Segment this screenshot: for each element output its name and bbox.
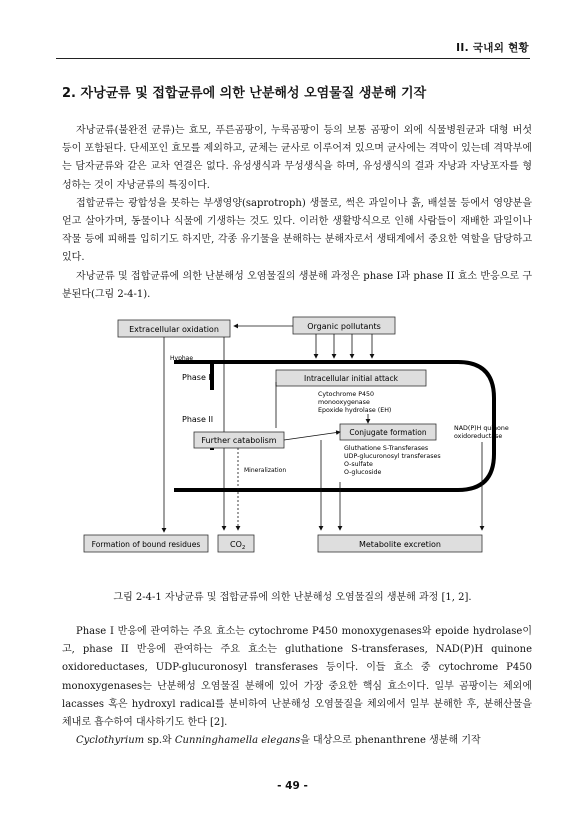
running-header: II. 국내외 현황	[456, 42, 529, 54]
label-glutathione-transferases: Gluthatione S-Transferases	[344, 445, 429, 452]
label-conjugate-formation: Conjugate formation	[349, 428, 427, 437]
species-cunninghamella: Cunninghamella elegans	[174, 735, 301, 747]
label-hyphae: Hyphae	[170, 355, 194, 362]
label-epoxide-hydrolase: Epoxide hydrolase (EH)	[318, 407, 392, 414]
label-cytochrome-p450: Cytochrome P450	[318, 391, 375, 398]
body-paragraphs-top	[62, 122, 532, 304]
body-paragraphs-bottom	[62, 623, 532, 750]
label-nadph-line1: NAD(P)H quinone	[454, 425, 509, 432]
paragraph-ascomycetes: 자낭균류(불완전 균류)는 효모, 푸른곰팡이, 누룩곰팡이 등의 보통 곰팡이 외에 식물병원균과 대형 버섯 등이 포함된다. 단세포인 효모를 제외하고, 균체는 균사로 이루어져 있으며 균사에는 격막이 있는데 격막부에는 담자균류와 같은 교차 연결은 없다. 유성생식과 무성생식을 하며, 유성생식의 결과 자낭과 자낭포자를 형성하는 것이 자낭균류의 특징이다.	[62, 125, 532, 191]
label-co2-subscript: 2	[241, 545, 246, 551]
label-organic-pollutants: Organic pollutants	[307, 322, 381, 331]
label-udp-transferases: UDP-glucuronosyl transferases	[344, 453, 441, 460]
label-metabolite-excretion: Metabolite excretion	[358, 540, 442, 549]
paragraph-phenanthrene	[62, 732, 532, 750]
label-phase-2: Phase II	[182, 415, 214, 424]
text-phenanthrene: 을 대상으로 phenanthrene 생분해 기작	[300, 735, 481, 747]
label-extracellular-oxidation: Extracellular oxidation	[129, 325, 219, 334]
paragraph-zygomycetes: 접합균류는 광합성을 못하는 부생영양(saprotroph) 생물로, 썩은 과일이나 흙, 배설물 등에서 영양분을 얻고 살아가며, 동물이나 식물에 기생하는 것도 있다. 이러한 생활방식으로 인해 사람들이 재배한 과일이나 작물 등에 피해를 입히기도 하지만, 각종 유기물을 분해하는 분해자로서 생태계에서 중요한 역할을 담당하고 있다.	[62, 197, 532, 264]
text-sp-and: sp.와	[144, 735, 175, 747]
figure-biodegradation-diagram	[78, 312, 509, 562]
label-phase-1: Phase I	[182, 373, 211, 382]
label-o-glucoside: O-glucoside	[344, 469, 382, 476]
header-rule	[56, 58, 530, 59]
label-nadph-line2: oxidoreductase	[454, 433, 503, 440]
paragraph-phase-enzymes: Phase I 반응에 관여하는 주요 효소는 cytochrome P450 monoxygenases와 epoide hydrolase이고, phase II 반응에 관여하는 주요 효소는 gluthatione S-transferases, NAD(P)H quinone oxidoreductases, UDP-glucuronosyl transferases 등이다. 이들 효소 중 cytochrome P450 monoxygenases는 난분해성 오염물질 분해에 있어 가장 중요한 핵심 효소이다. 일부 곰팡이는 체외에 lacasses 혹은 hydroxyl radical를 분비하여 난분해성 오염물질을 체외에서 일부 분해한 후, 분해산물을 체내로 흡수하여 대사하기도 한다 [2].	[62, 626, 532, 729]
figure-caption: 그림 2-4-1 자낭균류 및 접합균류에 의한 난분해성 오염물질의 생분해 과정 [1, 2].	[113, 592, 472, 603]
species-cyclothyrium: Cyclothyrium	[76, 735, 145, 747]
label-intracellular-initial-attack: Intracellular initial attack	[304, 374, 398, 383]
section-title: 2. 자낭균류 및 접합균류에 의한 난분해성 오염물질 생분해 기작	[62, 86, 427, 101]
label-further-catabolism: Further catabolism	[201, 436, 277, 445]
label-monooxygenase: monooxygenase	[318, 399, 370, 406]
label-mineralization: Mineralization	[244, 467, 287, 474]
page-number: - 49 -	[277, 780, 308, 792]
label-co2: CO	[230, 540, 242, 549]
paragraph-biodegradation-intro: 자낭균류 및 접합균류에 의한 난분해성 오염물질의 생분해 과정은 phase I과 phase II 효소 반응으로 구분된다(그림 2-4-1).	[62, 270, 532, 300]
label-formation-bound-residues: Formation of bound residues	[91, 540, 201, 549]
label-o-sulfate: O-sulfate	[344, 461, 373, 468]
